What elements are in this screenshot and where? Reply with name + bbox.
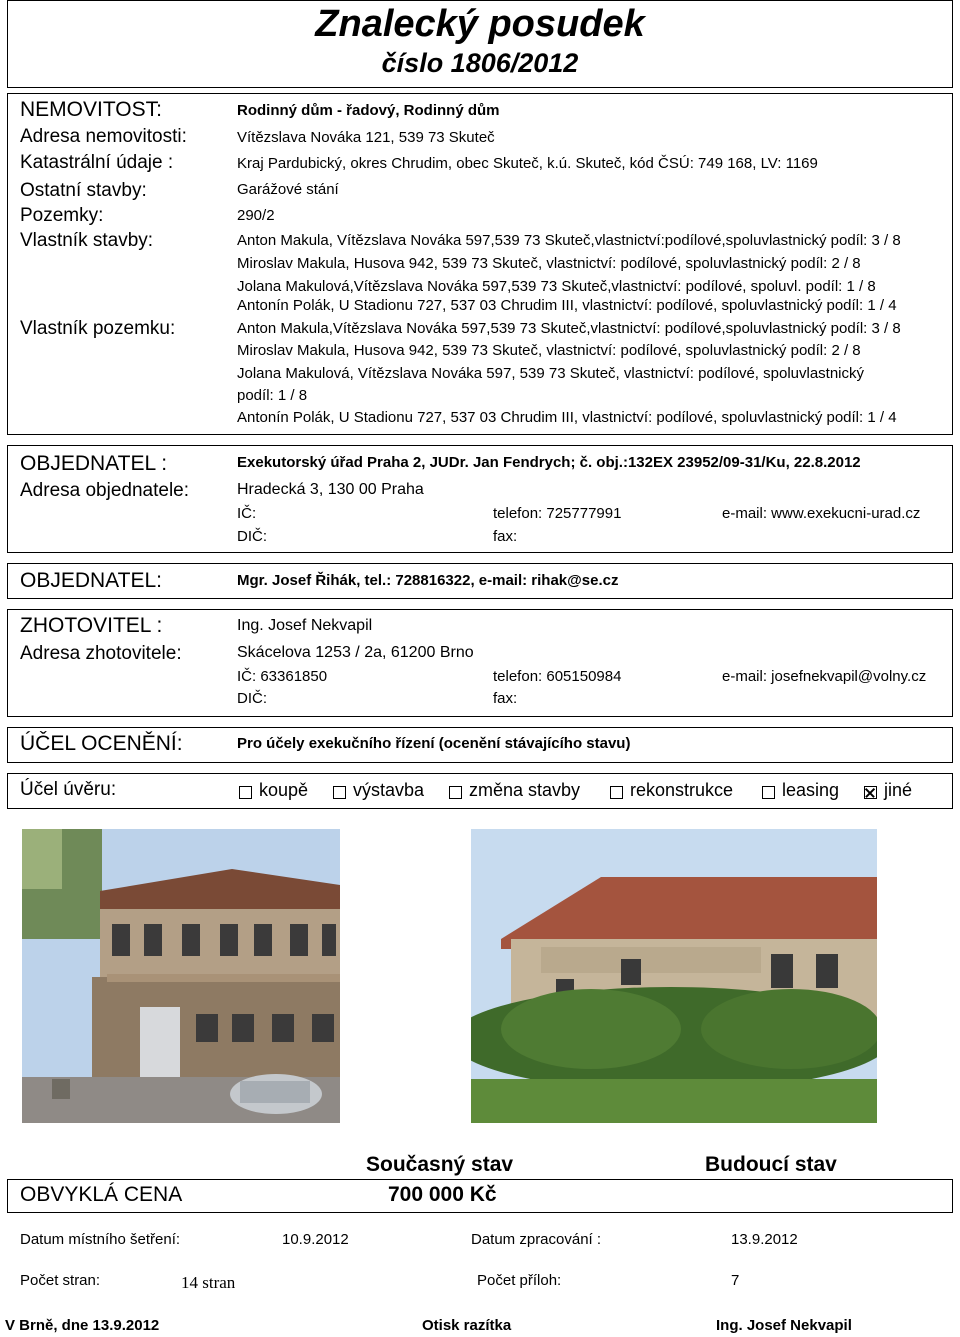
option-koupe-label: koupě bbox=[259, 780, 309, 800]
adresa-zhotovitele-value: Skácelova 1253 / 2a, 61200 Brno bbox=[237, 644, 474, 661]
pocet-priloh-label: Počet příloh: bbox=[477, 1272, 562, 1289]
option-jine-checkbox[interactable] bbox=[864, 786, 877, 799]
objednatel-telefon: telefon: 725777991 bbox=[493, 505, 622, 522]
datum-zpracovani-value: 13.9.2012 bbox=[731, 1231, 798, 1248]
datum-zpracovani-label: Datum zpracování : bbox=[471, 1231, 602, 1248]
objednatel-ic-label: IČ: bbox=[237, 505, 257, 522]
ucel-uveru-label: Účel úvěru: bbox=[20, 779, 117, 800]
katastr-label: Katastrální údaje : bbox=[20, 152, 174, 173]
ucel-label: ÚČEL OCENĚNÍ: bbox=[20, 732, 183, 755]
option-leasing-checkbox[interactable] bbox=[762, 786, 775, 799]
pozemky-label: Pozemky: bbox=[20, 205, 104, 226]
vlastnik-pozemku-line: podíl: 1 / 8 bbox=[237, 387, 308, 404]
datum-setreni-label: Datum místního šetření: bbox=[20, 1231, 181, 1248]
option-zmena-stavby-label: změna stavby bbox=[469, 780, 581, 800]
objednatel-label: OBJEDNATEL : bbox=[20, 452, 168, 475]
budouci-stav-label: Budoucí stav bbox=[705, 1153, 837, 1176]
vlastnik-stavby-line: Anton Makula, Vítězslava Nováka 597,539 73 Skuteč,vlastnictví:podílové,spoluvlastnický podíl: 3 / 8 bbox=[237, 232, 901, 249]
objednatel-email: e-mail: www.exekucni-urad.cz bbox=[722, 505, 921, 522]
vlastnik-stavby-line: Antonín Polák, U Stadionu 727, 537 03 Chrudim III, vlastnictví: podílové, spoluvlastnický podíl: 1 / 4 bbox=[237, 297, 897, 314]
pocet-stran-value: 14 stran bbox=[181, 1273, 236, 1292]
ucel-value: Pro účely exekučního řízení (ocenění stávajícího stavu) bbox=[237, 735, 631, 752]
objednatel2-value: Mgr. Josef Řihák, tel.: 728816322, e-mail: rihak@se.cz bbox=[237, 572, 619, 589]
document-number: číslo 1806/2012 bbox=[381, 48, 579, 78]
zhotovitel-dic-label: DIČ: bbox=[237, 690, 267, 707]
vlastnik-pozemku-line: Anton Makula,Vítězslava Nováka 597,539 73 Skuteč,vlastnictví: podílové,spoluvlastnický podíl: 3 / 8 bbox=[237, 320, 901, 337]
vlastnik-pozemku-label: Vlastník pozemku: bbox=[20, 318, 176, 339]
adresa-objednatele-label: Adresa objednatele: bbox=[20, 480, 190, 501]
soucasny-stav-value: 700 000 Kč bbox=[388, 1183, 497, 1206]
zhotovitel-label: ZHOTOVITEL : bbox=[20, 614, 163, 637]
otisk-razitka: Otisk razítka bbox=[422, 1317, 512, 1334]
ucel-uveru-options bbox=[237, 780, 937, 804]
option-rekonstrukce-checkbox[interactable] bbox=[610, 786, 623, 799]
pocet-priloh-value: 7 bbox=[731, 1272, 740, 1289]
building-photo-front bbox=[22, 829, 340, 1123]
nemovitost-label: NEMOVITOST: bbox=[20, 98, 162, 121]
objednatel-value: Exekutorský úřad Praha 2, JUDr. Jan Fendrych; č. obj.:132EX 23952/09-31/Ku, 22.8.2012 bbox=[237, 454, 861, 471]
building-photo-rear bbox=[471, 829, 877, 1123]
zhotovitel-ic: IČ: 63361850 bbox=[237, 668, 328, 685]
option-koupe-checkbox[interactable] bbox=[239, 786, 252, 799]
adresa-label: Adresa nemovitosti: bbox=[20, 126, 187, 147]
adresa-objednatele-value: Hradecká 3, 130 00 Praha bbox=[237, 481, 424, 498]
option-zmena-stavby-checkbox[interactable] bbox=[449, 786, 462, 799]
option-vystavba-checkbox[interactable] bbox=[333, 786, 346, 799]
ostatni-label: Ostatní stavby: bbox=[20, 180, 147, 201]
ostatni-value: Garážové stání bbox=[237, 181, 339, 198]
objednatel2-label: OBJEDNATEL: bbox=[20, 569, 162, 592]
vlastnik-pozemku-line: Miroslav Makula, Husova 942, 539 73 Skuteč, vlastnictví: podílové, spoluvlastnický podíl: 2 / 8 bbox=[237, 342, 861, 359]
obvykla-cena-label: OBVYKLÁ CENA bbox=[20, 1183, 183, 1206]
soucasny-stav-label: Současný stav bbox=[366, 1153, 514, 1176]
adresa-zhotovitele-label: Adresa zhotovitele: bbox=[20, 643, 182, 664]
misto-datum: V Brně, dne 13.9.2012 bbox=[5, 1317, 160, 1334]
option-leasing-label: leasing bbox=[782, 780, 840, 800]
zhotovitel-telefon: telefon: 605150984 bbox=[493, 668, 622, 685]
adresa-value: Vítězslava Nováka 121, 539 73 Skuteč bbox=[237, 129, 495, 146]
vlastnik-stavby-line: Miroslav Makula, Husova 942, 539 73 Skuteč, vlastnictví: podílové, spoluvlastnický podíl: 2 / 8 bbox=[237, 255, 861, 272]
katastr-value: Kraj Pardubický, okres Chrudim, obec Skuteč, k.ú. Skuteč, kód ČSÚ: 749 168, LV: 1169 bbox=[237, 155, 818, 172]
zhotovitel-email: e-mail: josefnekvapil@volny.cz bbox=[722, 668, 927, 685]
option-jine-label: jiné bbox=[884, 780, 913, 800]
nemovitost-value: Rodinný dům - řadový, Rodinný dům bbox=[237, 102, 500, 119]
option-vystavba-label: výstavba bbox=[353, 780, 425, 800]
pozemky-value: 290/2 bbox=[237, 207, 275, 224]
podpis: Ing. Josef Nekvapil bbox=[716, 1317, 852, 1334]
vlastnik-pozemku-line: Jolana Makulová, Vítězslava Nováka 597, 539 73 Skuteč, vlastnictví: podílové, spoluvlastnický bbox=[237, 365, 865, 382]
vlastnik-stavby-line: Jolana Makulová,Vítězslava Nováka 597,539 73 Skuteč,vlastnictví: podílové, spoluvl. podíl: 1 / 8 bbox=[237, 278, 876, 295]
datum-setreni-value: 10.9.2012 bbox=[282, 1231, 349, 1248]
objednatel-dic-label: DIČ: bbox=[237, 528, 267, 545]
vlastnik-pozemku-line: Antonín Polák, U Stadionu 727, 537 03 Chrudim III, vlastnictví: podílové, spoluvlastnický podíl: 1 / 4 bbox=[237, 409, 897, 426]
pocet-stran-label: Počet stran: bbox=[20, 1272, 101, 1289]
document-title: Znalecký posudek bbox=[315, 3, 645, 45]
objednatel-fax: fax: bbox=[493, 528, 518, 545]
zhotovitel-fax: fax: bbox=[493, 690, 518, 707]
zhotovitel-value: Ing. Josef Nekvapil bbox=[237, 617, 373, 634]
vlastnik-stavby-label: Vlastník stavby: bbox=[20, 230, 154, 251]
option-rekonstrukce-label: rekonstrukce bbox=[630, 780, 734, 800]
